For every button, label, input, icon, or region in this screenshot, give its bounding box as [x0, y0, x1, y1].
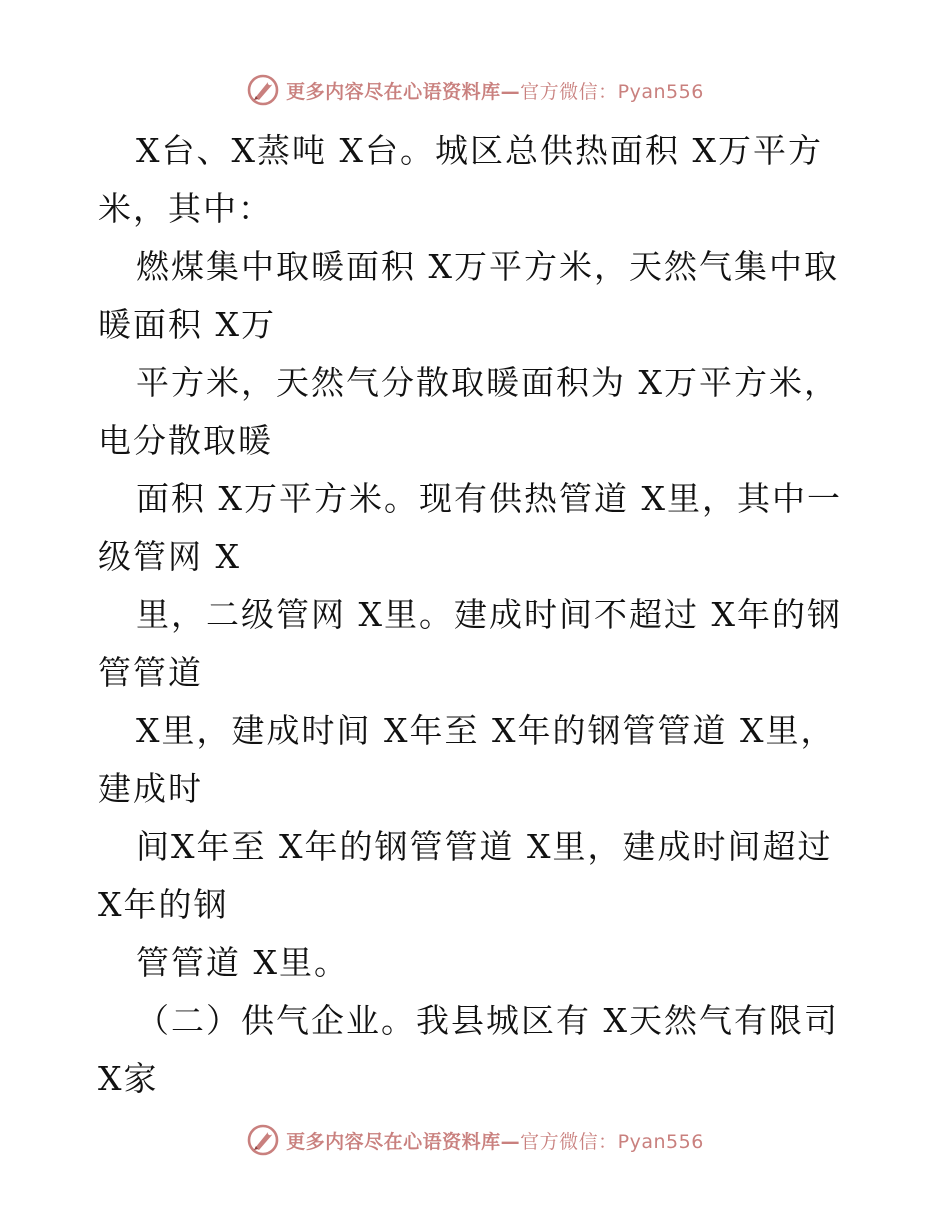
text-line: 面积 X万平方米。现有供热管道 X里，其中一 [136, 479, 842, 518]
text-line: 级管网 X [98, 537, 241, 576]
quill-pen-logo-icon [246, 73, 280, 107]
header-banner-inner [246, 73, 704, 107]
quill-pen-logo-icon [246, 1123, 280, 1157]
header-wechat-text: 官方微信：Pyan556 [520, 80, 704, 103]
header-banner [0, 68, 950, 112]
header-dash: — [500, 80, 521, 103]
text-line: 建成时 [98, 769, 203, 808]
text-line: 间X年至 X年的钢管管道 X里，建成时间超过 [136, 827, 833, 866]
text-line: X里，建成时间 X年至 X年的钢管管道 X里， [136, 711, 836, 750]
text-line: 管管道 [98, 653, 203, 692]
text-line: 米，其中： [98, 189, 273, 228]
text-line: 电分散取暖 [98, 421, 273, 460]
footer-banner [0, 1118, 950, 1162]
document-body [98, 122, 858, 1108]
header-banner-text [286, 77, 704, 104]
text-line: X年的钢 [98, 885, 229, 924]
footer-banner-text [286, 1127, 704, 1154]
footer-dash: — [500, 1130, 521, 1153]
text-line: 暖面积 X万 [98, 305, 276, 344]
header-brand-text: 更多内容尽在心语资料库 [286, 80, 501, 103]
footer-brand-text: 更多内容尽在心语资料库 [286, 1130, 501, 1153]
text-line: 里，二级管网 X里。建成时间不超过 X年的钢 [136, 595, 842, 634]
text-line: 平方米，天然气分散取暖面积为 X万平方米， [136, 363, 839, 402]
text-line: X台、X蒸吨 X台。城区总供热面积 X万平方 [136, 131, 823, 170]
text-line: X家 [98, 1059, 159, 1098]
text-line: （二）供气企业。我县城区有 X天然气有限司 [136, 1001, 839, 1040]
footer-banner-inner [246, 1123, 704, 1157]
text-line: 燃煤集中取暖面积 X万平方米，天然气集中取 [136, 247, 839, 286]
text-line: 管管道 X里。 [136, 943, 349, 982]
footer-wechat-text: 官方微信：Pyan556 [520, 1130, 704, 1153]
